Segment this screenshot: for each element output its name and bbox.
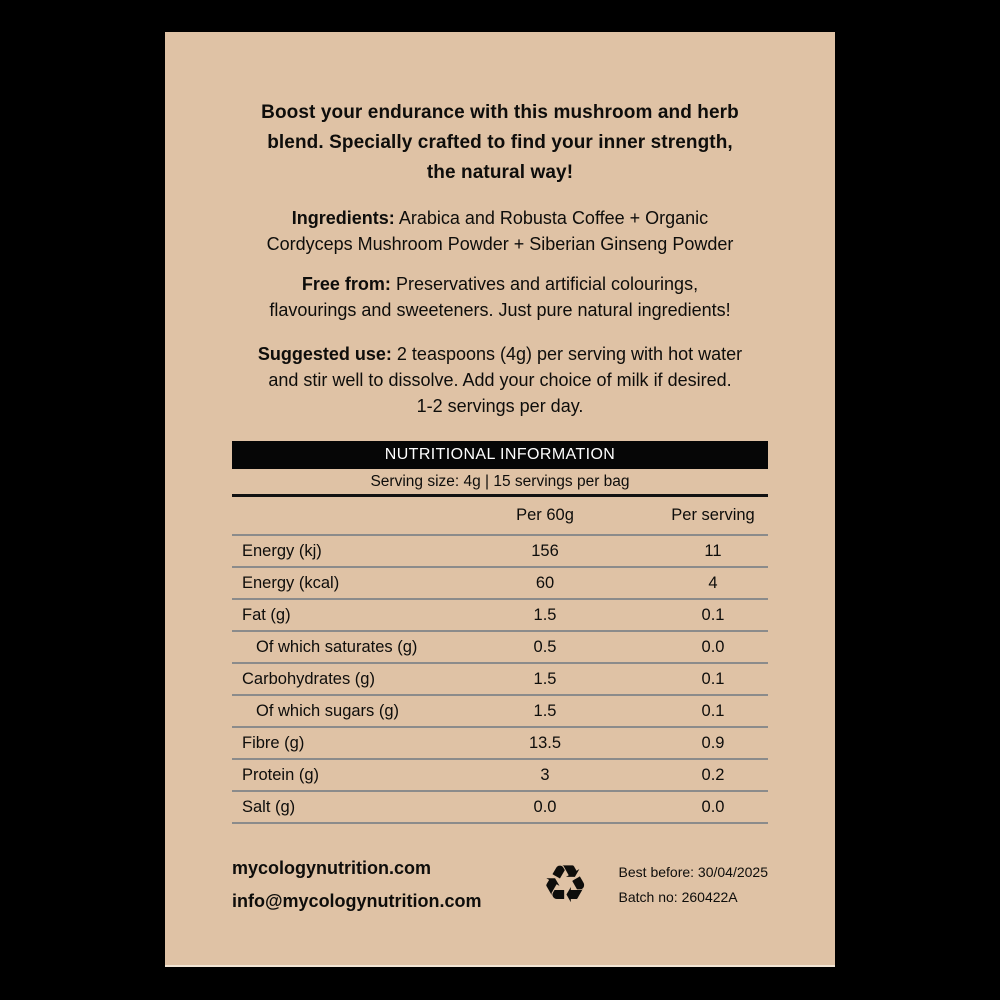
recycle-icon: ♻ — [541, 855, 589, 915]
column-header-per-serving: Per serving — [671, 506, 755, 524]
suggested-use-line: 1-2 servings per day. — [416, 396, 584, 416]
free-from-line: Free from: Preservatives and artificial colourings, — [301, 274, 699, 294]
batch-block — [619, 860, 768, 910]
free-from-paragraph — [232, 271, 768, 323]
best-before-text: Best before: 30/04/2025 — [618, 864, 768, 880]
ingredients-lead: Ingredients: — [291, 208, 395, 228]
table-row — [232, 696, 768, 728]
per-serving-value: 0.2 — [701, 765, 725, 784]
nutrient-label: Fat (g) — [242, 605, 291, 624]
ingredients-line: Ingredients: Arabica and Robusta Coffee + Organic — [291, 208, 709, 228]
suggested-use-line: Suggested use: 2 teaspoons (4g) per serving with hot water — [257, 344, 743, 364]
per-serving-value: 0.0 — [701, 797, 725, 816]
table-row — [232, 632, 768, 664]
suggested-use-lead: Suggested use: — [257, 344, 392, 364]
per-60g-value: 156 — [531, 541, 559, 560]
ingredients-line: Cordyceps Mushroom Powder + Siberian Ginseng Powder — [266, 234, 734, 254]
serving-size-info: Serving size: 4g | 15 servings per bag — [232, 469, 768, 497]
table-row — [232, 728, 768, 760]
contact-block — [232, 852, 542, 918]
email-text: info@mycologynutrition.com — [232, 891, 482, 911]
per-60g-value: 1.5 — [533, 669, 557, 688]
per-serving-value: 11 — [704, 541, 722, 560]
per-60g-value: 1.5 — [533, 605, 557, 624]
table-row — [232, 536, 768, 568]
ingredients-paragraph — [232, 205, 768, 257]
nutrient-label: Energy (kj) — [242, 541, 322, 560]
batch-no-text: Batch no: 260422A — [618, 889, 738, 905]
per-60g-value: 0.5 — [533, 637, 557, 656]
table-row — [232, 760, 768, 792]
nutrition-table — [232, 441, 768, 824]
table-row — [232, 600, 768, 632]
nutrient-label: Carbohydrates (g) — [242, 669, 375, 688]
nutrient-label: Salt (g) — [242, 797, 296, 816]
per-serving-value: 0.0 — [701, 637, 725, 656]
per-60g-value: 3 — [540, 765, 550, 784]
suggested-use-line: and stir well to dissolve. Add your choice of milk if desired. — [268, 370, 732, 390]
nutrient-sublabel: Of which sugars (g) — [256, 701, 400, 720]
nutrient-label: Protein (g) — [242, 765, 320, 784]
tagline-line: blend. Specially crafted to find your inner strength, — [267, 132, 733, 153]
nutrient-sublabel: Of which saturates (g) — [256, 637, 418, 656]
packaging-label-panel — [165, 32, 835, 967]
tagline-line: the natural way! — [426, 162, 574, 183]
suggested-use-paragraph — [232, 341, 768, 419]
table-header-row — [232, 497, 768, 536]
table-row — [232, 568, 768, 600]
per-60g-value: 1.5 — [533, 701, 557, 720]
per-serving-value: 4 — [708, 573, 718, 592]
tagline-line: Boost your endurance with this mushroom and herb — [261, 102, 739, 123]
nutrition-title-bar — [232, 441, 768, 469]
free-from-lead: Free from: — [301, 274, 391, 294]
per-serving-value: 0.9 — [701, 733, 725, 752]
per-60g-value: 60 — [535, 573, 555, 592]
per-60g-value: 13.5 — [528, 733, 562, 752]
table-row — [232, 664, 768, 696]
free-from-line: flavourings and sweeteners. Just pure natural ingredients! — [269, 300, 731, 320]
nutrient-label: Fibre (g) — [242, 733, 305, 752]
tagline — [232, 32, 768, 188]
per-60g-value: 0.0 — [533, 797, 557, 816]
per-serving-value: 0.1 — [701, 669, 725, 688]
nutrient-label: Energy (kcal) — [242, 573, 340, 592]
per-serving-value: 0.1 — [701, 605, 725, 624]
nutrition-title: NUTRITIONAL INFORMATION — [384, 446, 616, 463]
per-serving-value: 0.1 — [701, 701, 725, 720]
table-row — [232, 792, 768, 824]
website-text: mycologynutrition.com — [232, 858, 432, 878]
label-footer — [232, 852, 768, 918]
column-header-per-60g: Per 60g — [516, 506, 574, 524]
